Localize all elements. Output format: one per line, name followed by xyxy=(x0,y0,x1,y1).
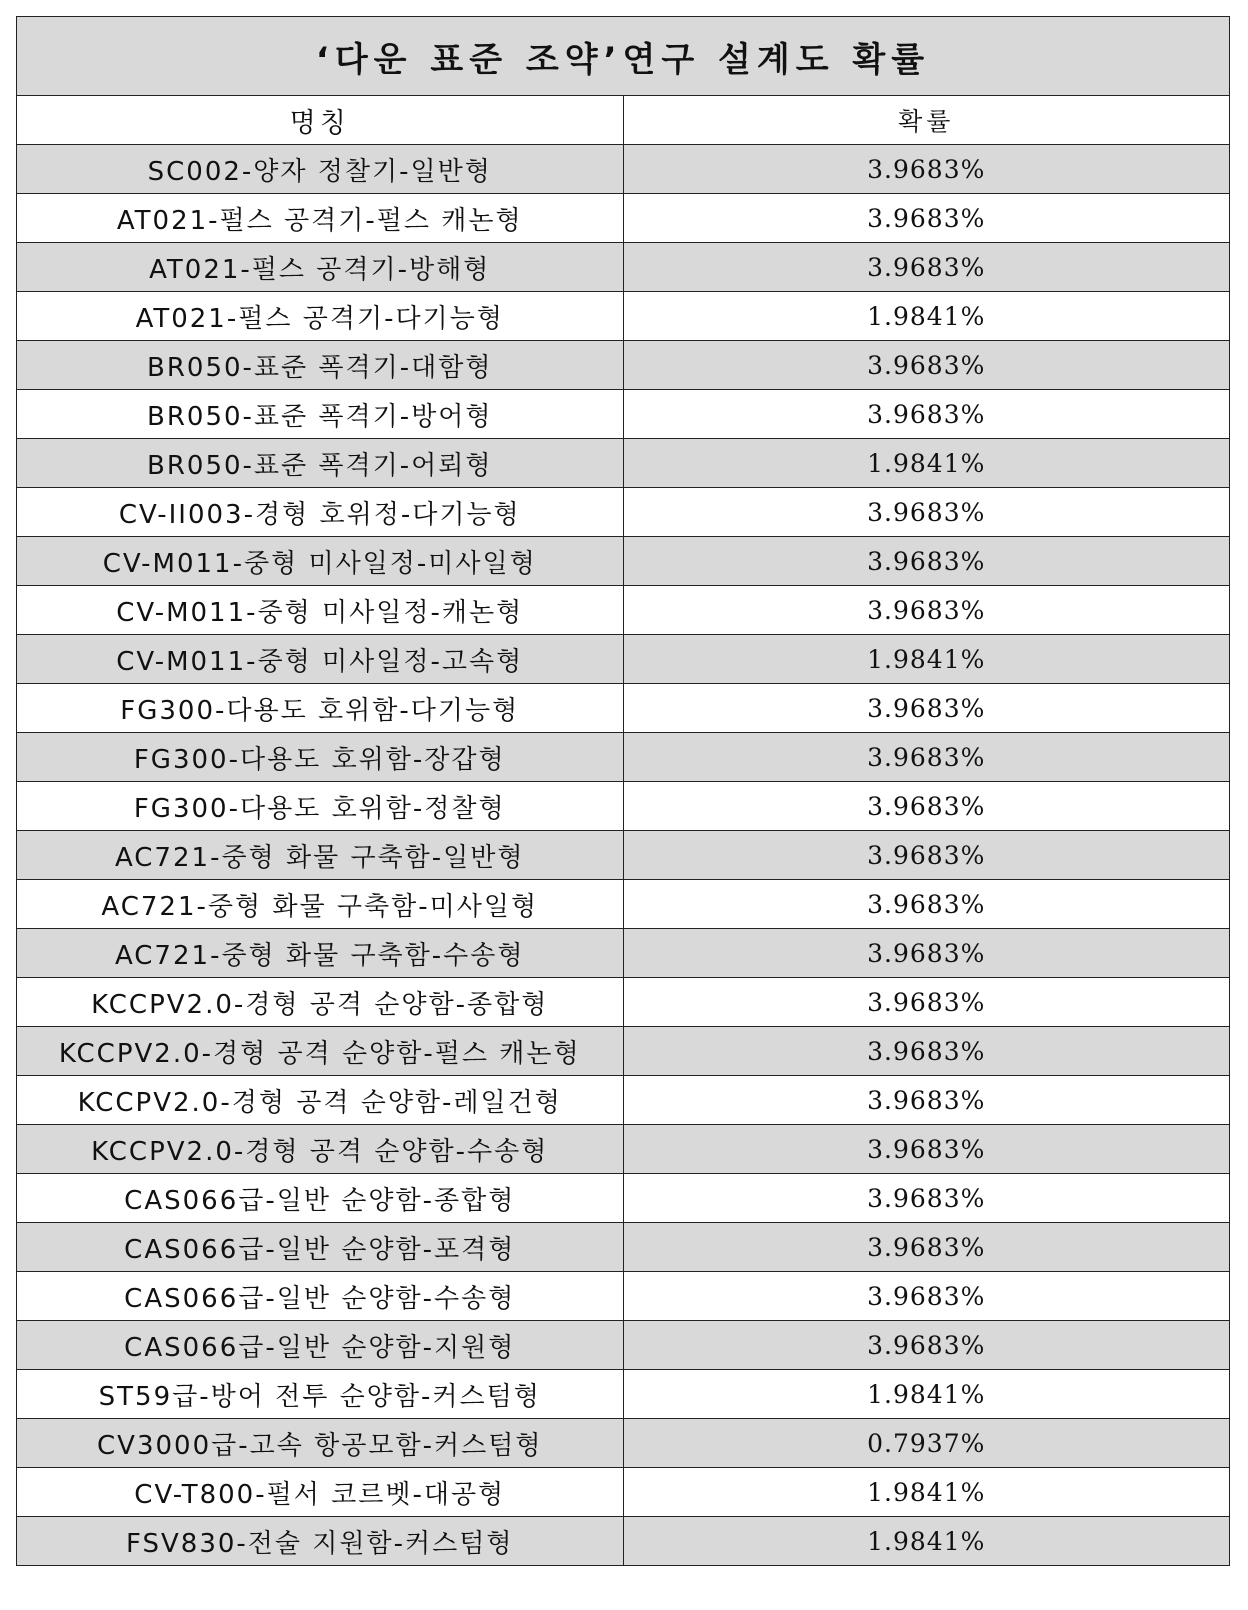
cell-probability: 1.9841% xyxy=(623,439,1230,488)
cell-probability: 3.9683% xyxy=(623,880,1230,929)
table-row xyxy=(17,1027,1230,1076)
table-row xyxy=(17,831,1230,880)
cell-name: CV-M011-중형 미사일정-미사일형 xyxy=(17,537,624,586)
cell-probability: 3.9683% xyxy=(623,145,1230,194)
cell-probability: 1.9841% xyxy=(623,1370,1230,1419)
cell-name: FG300-다용도 호위함-정찰형 xyxy=(17,782,624,831)
table-row xyxy=(17,439,1230,488)
cell-name: KCCPV2.0-경형 공격 순양함-종합형 xyxy=(17,978,624,1027)
cell-probability: 3.9683% xyxy=(623,537,1230,586)
cell-name: BR050-표준 폭격기-방어형 xyxy=(17,390,624,439)
header-row xyxy=(17,96,1230,145)
cell-name: KCCPV2.0-경형 공격 순양함-펄스 캐논형 xyxy=(17,1027,624,1076)
table-row xyxy=(17,537,1230,586)
cell-probability: 3.9683% xyxy=(623,586,1230,635)
table-row xyxy=(17,194,1230,243)
cell-name: CV-II003-경형 호위정-다기능형 xyxy=(17,488,624,537)
table-row xyxy=(17,1419,1230,1468)
cell-probability: 3.9683% xyxy=(623,1272,1230,1321)
cell-name: ST59급-방어 전투 순양함-커스텀형 xyxy=(17,1370,624,1419)
table-row xyxy=(17,1223,1230,1272)
cell-name: FG300-다용도 호위함-다기능형 xyxy=(17,684,624,733)
table-row xyxy=(17,243,1230,292)
table-row xyxy=(17,1517,1230,1566)
cell-name: CV-M011-중형 미사일정-고속형 xyxy=(17,635,624,684)
cell-probability: 3.9683% xyxy=(623,1027,1230,1076)
header-name: 명칭 xyxy=(17,96,624,145)
cell-probability: 3.9683% xyxy=(623,1076,1230,1125)
cell-name: BR050-표준 폭격기-어뢰형 xyxy=(17,439,624,488)
cell-name: AC721-중형 화물 구축함-일반형 xyxy=(17,831,624,880)
cell-name: AT021-펄스 공격기-펄스 캐논형 xyxy=(17,194,624,243)
cell-probability: 3.9683% xyxy=(623,929,1230,978)
cell-probability: 3.9683% xyxy=(623,1174,1230,1223)
cell-probability: 3.9683% xyxy=(623,1223,1230,1272)
table-row xyxy=(17,145,1230,194)
cell-probability: 3.9683% xyxy=(623,1321,1230,1370)
cell-probability: 0.7937% xyxy=(623,1419,1230,1468)
cell-name: AT021-펄스 공격기-다기능형 xyxy=(17,292,624,341)
table-row xyxy=(17,1468,1230,1517)
cell-name: AC721-중형 화물 구축함-미사일형 xyxy=(17,880,624,929)
cell-name: CAS066급-일반 순양함-종합형 xyxy=(17,1174,624,1223)
cell-probability: 1.9841% xyxy=(623,635,1230,684)
table-row xyxy=(17,684,1230,733)
cell-name: SC002-양자 정찰기-일반형 xyxy=(17,145,624,194)
cell-probability: 3.9683% xyxy=(623,684,1230,733)
cell-name: CAS066급-일반 순양함-지원형 xyxy=(17,1321,624,1370)
cell-name: CAS066급-일반 순양함-수송형 xyxy=(17,1272,624,1321)
cell-name: KCCPV2.0-경형 공격 순양함-레일건형 xyxy=(17,1076,624,1125)
cell-probability: 3.9683% xyxy=(623,243,1230,292)
cell-probability: 3.9683% xyxy=(623,978,1230,1027)
table-row xyxy=(17,390,1230,439)
cell-probability: 3.9683% xyxy=(623,194,1230,243)
cell-probability: 3.9683% xyxy=(623,488,1230,537)
cell-name: CAS066급-일반 순양함-포격형 xyxy=(17,1223,624,1272)
cell-probability: 1.9841% xyxy=(623,1468,1230,1517)
table-body xyxy=(17,145,1230,1566)
probability-table xyxy=(16,16,1230,1566)
table-row xyxy=(17,341,1230,390)
table-title: ‘다운 표준 조약’연구 설계도 확률 xyxy=(17,17,1230,96)
cell-name: KCCPV2.0-경형 공격 순양함-수송형 xyxy=(17,1125,624,1174)
cell-name: CV-T800-펄서 코르벳-대공형 xyxy=(17,1468,624,1517)
cell-name: AT021-펄스 공격기-방해형 xyxy=(17,243,624,292)
table-row xyxy=(17,880,1230,929)
cell-name: CV3000급-고속 항공모함-커스텀형 xyxy=(17,1419,624,1468)
cell-probability: 3.9683% xyxy=(623,1125,1230,1174)
cell-probability: 3.9683% xyxy=(623,341,1230,390)
table-row xyxy=(17,929,1230,978)
cell-name: FG300-다용도 호위함-장갑형 xyxy=(17,733,624,782)
header-probability: 확률 xyxy=(623,96,1230,145)
title-row xyxy=(17,17,1230,96)
table-row xyxy=(17,586,1230,635)
cell-probability: 1.9841% xyxy=(623,1517,1230,1566)
cell-probability: 3.9683% xyxy=(623,782,1230,831)
cell-probability: 1.9841% xyxy=(623,292,1230,341)
table-row xyxy=(17,782,1230,831)
table-row xyxy=(17,1272,1230,1321)
table-row xyxy=(17,635,1230,684)
table-row xyxy=(17,978,1230,1027)
table-row xyxy=(17,1321,1230,1370)
cell-name: BR050-표준 폭격기-대함형 xyxy=(17,341,624,390)
cell-name: AC721-중형 화물 구축함-수송형 xyxy=(17,929,624,978)
cell-name: CV-M011-중형 미사일정-캐논형 xyxy=(17,586,624,635)
table-row xyxy=(17,1174,1230,1223)
table-row xyxy=(17,1076,1230,1125)
cell-name: FSV830-전술 지원함-커스텀형 xyxy=(17,1517,624,1566)
table-row xyxy=(17,1370,1230,1419)
cell-probability: 3.9683% xyxy=(623,390,1230,439)
table-row xyxy=(17,1125,1230,1174)
table-row xyxy=(17,292,1230,341)
cell-probability: 3.9683% xyxy=(623,733,1230,782)
table-row xyxy=(17,733,1230,782)
table-row xyxy=(17,488,1230,537)
cell-probability: 3.9683% xyxy=(623,831,1230,880)
